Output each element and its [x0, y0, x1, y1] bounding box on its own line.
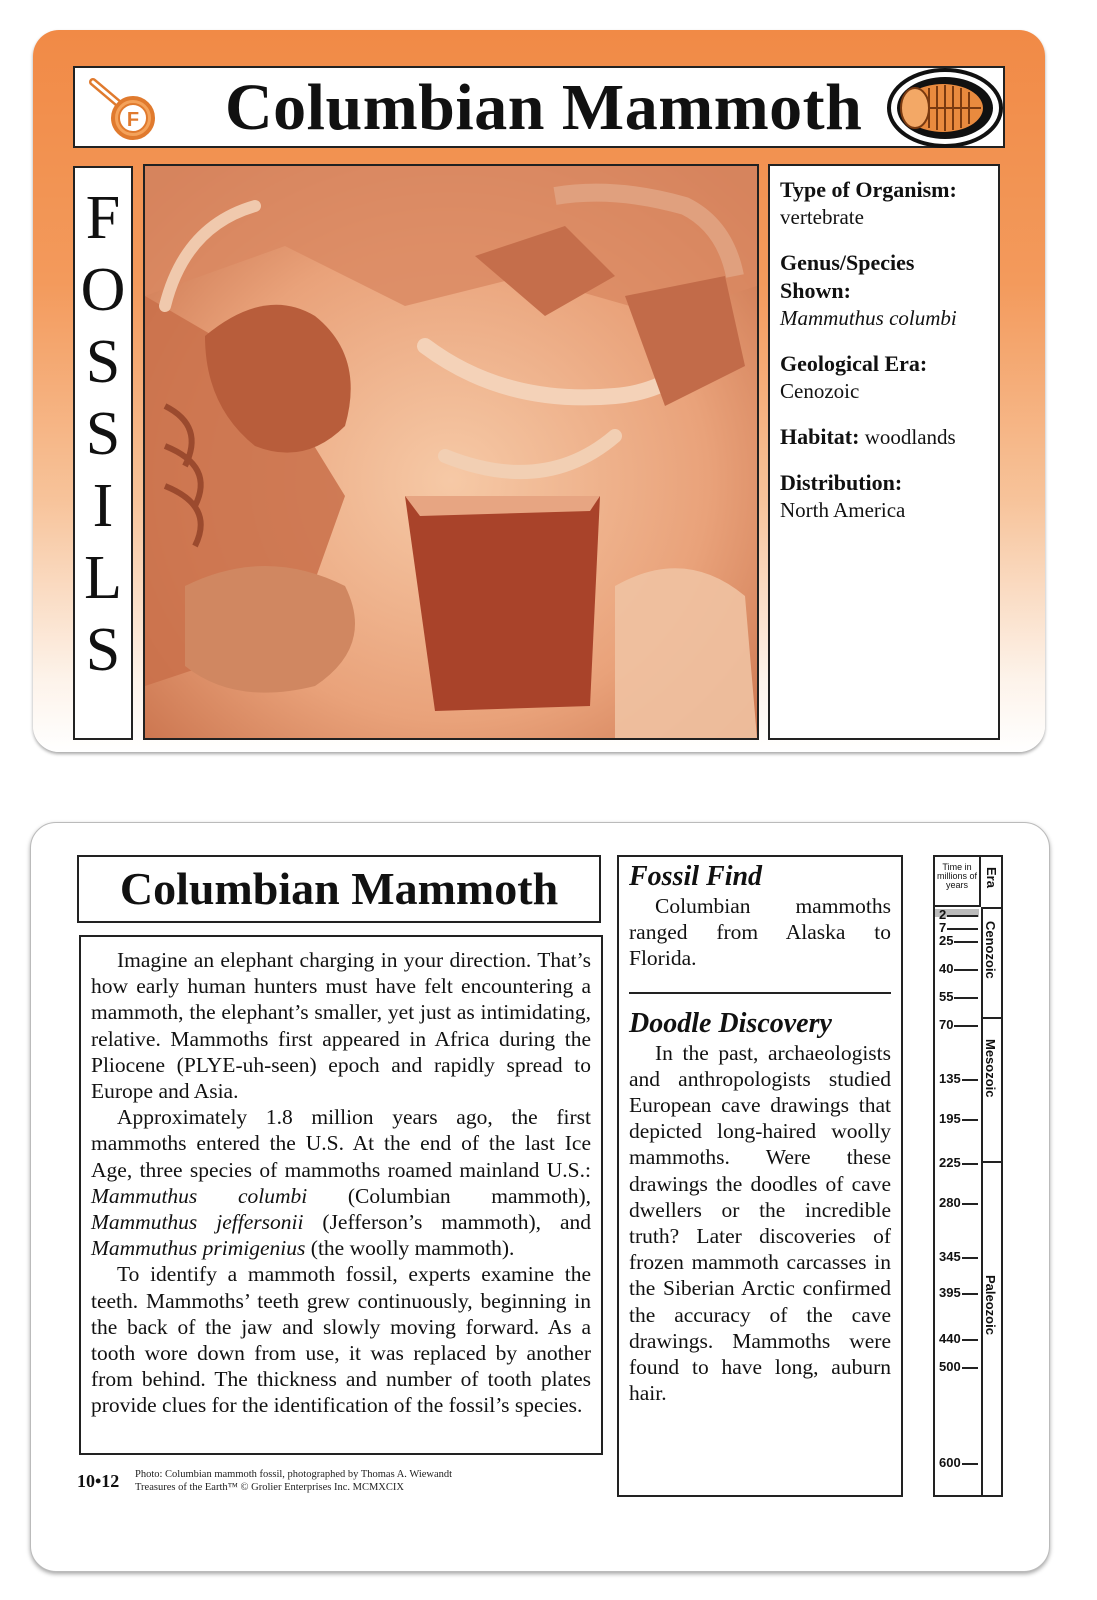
category-column	[73, 166, 133, 740]
body-paragraph-2: Approximately 1.8 million years ago, the first mammoths entered the U.S. At the end of the last Ice Age, three species of mammoths roamed mainland U.S.: Mammuthus columbi (Columbian mammoth), Mammuthus jeffersonii (Jefferson’s mammoth), and Mammuthus primigenius (the woolly mammoth).	[91, 1105, 591, 1261]
tick: 280	[939, 1195, 961, 1210]
front-card	[33, 30, 1045, 752]
species-name: Mammuthus columbi	[91, 1183, 308, 1208]
era-header: Era	[984, 867, 999, 888]
fossil-find-text: Columbian mammoths ranged from Alaska to Florida.	[629, 894, 891, 971]
tick: 600	[939, 1455, 961, 1470]
category-letter: S	[85, 328, 121, 396]
category-letter: S	[85, 616, 121, 684]
era-divider-line	[981, 907, 983, 1495]
category-letter: I	[92, 472, 114, 540]
tick-line	[962, 1119, 978, 1121]
body-paragraph-1: Imagine an elephant charging in your direction. That’s how early human hunters must have felt encountering a mammoth, the elephant’s smaller, yet just as intimidating, relative. Mammoths first appeared in Africa during the Pliocene (PLYE-uh-seen) epoch and rapidly spread to Europe and Asia.	[91, 948, 591, 1104]
era-header-cell	[981, 857, 1003, 909]
body-text	[79, 935, 603, 1455]
tick: 55	[939, 989, 953, 1004]
era-label: Geological Era:	[780, 351, 928, 376]
tick: 500	[939, 1359, 961, 1374]
species-name: Mammuthus primigenius	[91, 1236, 306, 1261]
tick-line	[962, 1293, 978, 1295]
tick: 2	[939, 907, 946, 922]
tick-line	[962, 1257, 978, 1259]
tick-line	[954, 969, 978, 971]
fossil-photo	[143, 164, 759, 740]
tick-line	[962, 1079, 978, 1081]
tick: 195	[939, 1111, 961, 1126]
era-cenozoic: Cenozoic	[983, 921, 998, 979]
geologic-timeline	[933, 855, 1003, 1497]
divider	[629, 992, 891, 994]
distribution-value: North America	[780, 498, 906, 522]
info-panel	[768, 164, 1000, 740]
trilobite-icon	[885, 66, 1005, 150]
genus-label: Genus/Species Shown:	[780, 250, 915, 303]
habitat-label: Habitat:	[780, 424, 860, 449]
doodle-heading: Doodle Discovery	[629, 1007, 832, 1039]
tick-line	[954, 1025, 978, 1027]
tick-line	[947, 915, 978, 917]
era-mesozoic: Mesozoic	[983, 1039, 998, 1098]
mammoth-fossil-image	[145, 166, 757, 738]
tick: 7	[939, 920, 946, 935]
type-value: vertebrate	[780, 205, 864, 229]
side-panel	[617, 855, 903, 1497]
tick-line	[954, 941, 978, 943]
tick: 440	[939, 1331, 961, 1346]
badge-letter: F	[126, 109, 140, 131]
tick: 345	[939, 1249, 961, 1264]
habitat-value: woodlands	[864, 425, 956, 449]
card-number: 10•12	[77, 1471, 120, 1491]
front-title: Columbian Mammoth	[225, 71, 863, 144]
back-card	[30, 822, 1050, 1572]
copyright: Treasures of the Earth™ © Grolier Enterprises Inc. MCMXCIX	[135, 1482, 404, 1493]
timeline-header: Time in millions of years	[935, 857, 981, 907]
category-letter: L	[84, 544, 122, 612]
species-name: Mammuthus jeffersonii	[91, 1210, 304, 1235]
front-title-bar	[73, 66, 1005, 148]
fossil-find-heading: Fossil Find	[629, 861, 763, 892]
category-letter: S	[85, 400, 121, 468]
tick-line	[962, 1339, 978, 1341]
tick-line	[962, 1163, 978, 1165]
era-value: Cenozoic	[780, 379, 860, 403]
tick: 225	[939, 1155, 961, 1170]
category-letter: F	[85, 184, 121, 252]
magnifier-f-icon	[89, 76, 159, 142]
credits	[135, 1468, 452, 1494]
category-letter: O	[80, 256, 126, 324]
tick: 395	[939, 1285, 961, 1300]
photo-credit: Photo: Columbian mammoth fossil, photographed by Thomas A. Wiewandt	[135, 1469, 453, 1480]
tick-line	[962, 1203, 978, 1205]
distribution-label: Distribution:	[780, 470, 903, 495]
genus-value: Mammuthus columbi	[780, 306, 957, 330]
tick: 25	[939, 933, 953, 948]
back-title: Columbian Mammoth	[77, 855, 601, 923]
tick-line	[954, 997, 978, 999]
type-label: Type of Organism:	[780, 177, 957, 202]
tick-line	[962, 1463, 978, 1465]
tick-line	[947, 928, 978, 930]
doodle-text: In the past, archaeologists and anthropologists studied European cave drawings that depicted long-haired woolly mammoths. Were these drawings the doodles of cave dwellers or the incredible truth? Later discoveries of frozen mammoth carcasses in the Siberian Arctic confirmed the accuracy of the cave drawings. Mammoths were found to have long, auburn hair.	[629, 1040, 891, 1406]
tick: 40	[939, 961, 953, 976]
tick: 70	[939, 1017, 953, 1032]
era-paleozoic: Paleozoic	[983, 1275, 998, 1335]
tick-line	[962, 1367, 978, 1369]
body-paragraph-3: To identify a mammoth fossil, experts examine the teeth. Mammoths’ teeth grew continuously, beginning in the back of the jaw and slowly moving forward. As a tooth wore down from use, it was replaced by another from behind. The thickness and number of tooth plates provide clues for the identification of the fossil’s species.	[91, 1262, 591, 1418]
tick: 135	[939, 1071, 961, 1086]
